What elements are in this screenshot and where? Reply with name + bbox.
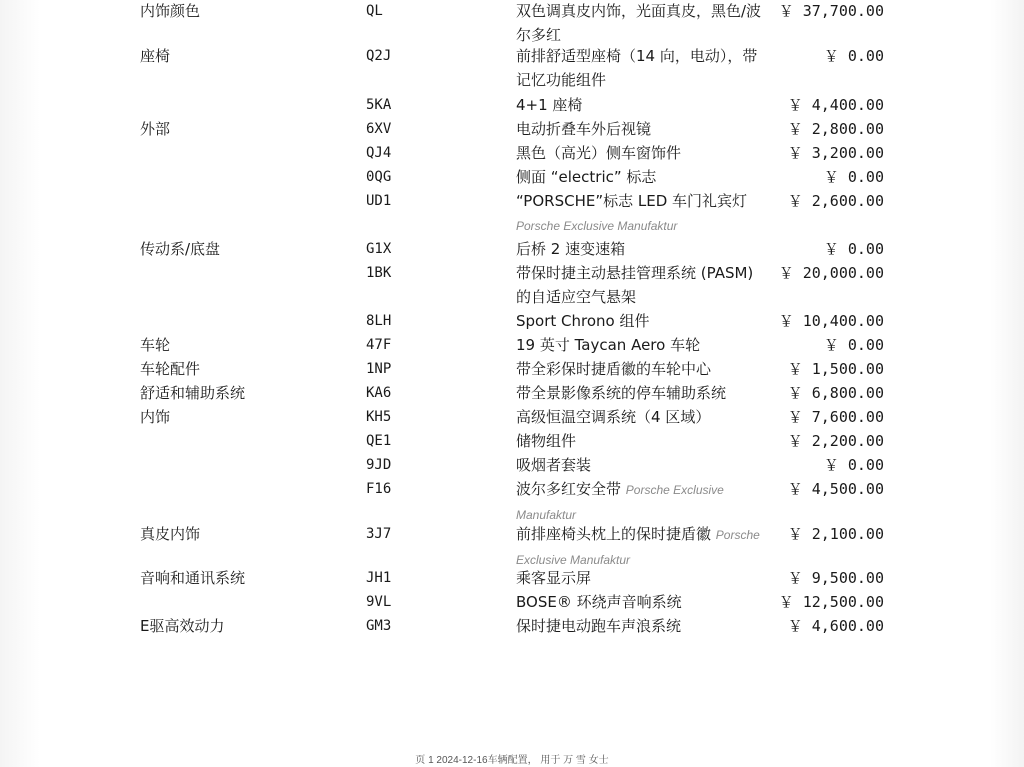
price-cell: ￥ 1,500.00	[787, 360, 884, 378]
description-text: 侧面 “electric” 标志	[516, 168, 657, 186]
description-cell	[516, 405, 766, 429]
description-cell	[516, 590, 766, 614]
page-footer: 页 1 2024-12-16车辆配置， 用于 万 雪 女士	[415, 755, 609, 766]
option-code-cell: 0QG	[366, 169, 392, 185]
description-cell	[516, 357, 766, 381]
option-code-cell: 3J7	[366, 526, 392, 542]
description-cell	[516, 93, 766, 117]
description-cell	[516, 141, 766, 165]
description-text: 乘客显示屏	[516, 569, 592, 587]
price-cell: ￥ 12,500.00	[778, 593, 884, 611]
description-cell	[516, 429, 766, 453]
option-code-cell: 5KA	[366, 97, 392, 113]
price-cell: ￥ 0.00	[823, 240, 884, 258]
description-cell	[516, 237, 766, 261]
description-cell	[516, 117, 766, 141]
description-text: 保时捷电动跑车声浪系统	[516, 617, 682, 635]
price-cell: ￥ 3,200.00	[787, 144, 884, 162]
category-cell: 真皮内饰	[140, 525, 201, 543]
description-text: 双色调真皮内饰，光面真皮，黑色/波尔多红	[516, 2, 762, 44]
option-code-cell: KA6	[366, 385, 392, 401]
price-cell: ￥ 0.00	[823, 47, 884, 65]
description-cell	[516, 333, 766, 357]
price-cell: ￥ 20,000.00	[778, 264, 884, 282]
description-text: 波尔多红安全带	[516, 480, 622, 498]
description-text: 高级恒温空调系统（4 区域）	[516, 408, 711, 426]
price-cell: ￥ 2,100.00	[787, 525, 884, 543]
option-code-cell: KH5	[366, 409, 392, 425]
price-cell: ￥ 7,600.00	[787, 408, 884, 426]
description-cell	[516, 522, 766, 572]
description-text: 19 英寸 Taycan Aero 车轮	[516, 336, 701, 354]
price-cell: ￥ 0.00	[823, 168, 884, 186]
description-cell	[516, 44, 766, 92]
description-text: 黑色（高光）侧车窗饰件	[516, 144, 682, 162]
option-code-cell: 1BK	[366, 265, 392, 281]
price-cell: ￥ 6,800.00	[787, 384, 884, 402]
description-cell	[516, 261, 766, 309]
option-code-cell: QJ4	[366, 145, 392, 161]
description-cell	[516, 453, 766, 477]
price-cell: ￥ 4,400.00	[787, 96, 884, 114]
option-code-cell: 1NP	[366, 361, 392, 377]
category-cell: 内饰颜色	[140, 2, 201, 20]
price-cell: ￥ 4,500.00	[787, 480, 884, 498]
description-cell	[516, 189, 766, 238]
option-code-cell: GM3	[366, 618, 392, 634]
category-cell: 内饰	[140, 408, 171, 426]
description-text: 前排舒适型座椅（14 向，电动），带记忆功能组件	[516, 47, 758, 89]
option-code-cell: QL	[366, 3, 383, 19]
description-text: “PORSCHE”标志 LED 车门礼宾灯	[516, 192, 748, 210]
price-cell: ￥ 0.00	[823, 336, 884, 354]
price-cell: ￥ 0.00	[823, 456, 884, 474]
option-code-cell: 8LH	[366, 313, 392, 329]
category-cell: 传动系/底盘	[140, 240, 221, 258]
option-code-cell: 6XV	[366, 121, 392, 137]
price-cell: ￥ 2,200.00	[787, 432, 884, 450]
option-code-cell: Q2J	[366, 48, 392, 64]
description-text: Sport Chrono 组件	[516, 312, 650, 330]
description-text: 带全彩保时捷盾徽的车轮中心	[516, 360, 712, 378]
description-cell	[516, 381, 766, 405]
category-cell: 车轮配件	[140, 360, 201, 378]
description-cell	[516, 614, 766, 638]
exclusive-manufaktur-note: Porsche Exclusive Manufaktur	[516, 219, 678, 233]
description-cell	[516, 165, 766, 189]
option-code-cell: UD1	[366, 193, 392, 209]
description-text: BOSE® 环绕声音响系统	[516, 593, 682, 611]
description-cell	[516, 477, 766, 527]
category-cell: E驱高效动力	[140, 617, 225, 635]
price-cell: ￥ 10,400.00	[778, 312, 884, 330]
category-cell: 外部	[140, 120, 171, 138]
description-cell	[516, 0, 766, 47]
description-text: 带全景影像系统的停车辅助系统	[516, 384, 727, 402]
price-cell: ￥ 2,800.00	[787, 120, 884, 138]
description-text: 带保时捷主动悬挂管理系统 (PASM) 的自适应空气悬架	[516, 264, 754, 306]
price-cell: ￥ 4,600.00	[787, 617, 884, 635]
description-text: 储物组件	[516, 432, 577, 450]
description-text: 后桥 2 速变速箱	[516, 240, 626, 258]
category-cell: 车轮	[140, 336, 171, 354]
option-code-cell: 9VL	[366, 594, 392, 610]
option-code-cell: 9JD	[366, 457, 392, 473]
price-cell: ￥ 9,500.00	[787, 569, 884, 587]
description-text: 4+1 座椅	[516, 96, 583, 114]
option-code-cell: QE1	[366, 433, 392, 449]
description-text: 前排座椅头枕上的保时捷盾徽	[516, 525, 712, 543]
option-code-cell: F16	[366, 481, 392, 497]
description-text: 电动折叠车外后视镜	[516, 120, 652, 138]
price-cell: ￥ 2,600.00	[787, 192, 884, 210]
price-cell: ￥ 37,700.00	[778, 2, 884, 20]
option-code-cell: 47F	[366, 337, 392, 353]
option-code-cell: G1X	[366, 241, 392, 257]
exclusive-manufaktur-note: Porsche Exclusive Manufaktur	[516, 528, 760, 567]
category-cell: 音响和通讯系统	[140, 569, 246, 587]
exclusive-manufaktur-note: Porsche Exclusive Manufaktur	[516, 483, 724, 522]
description-cell	[516, 309, 766, 333]
category-cell: 舒适和辅助系统	[140, 384, 246, 402]
category-cell: 座椅	[140, 47, 171, 65]
description-cell	[516, 566, 766, 590]
description-text: 吸烟者套装	[516, 456, 592, 474]
option-code-cell: JH1	[366, 570, 392, 586]
